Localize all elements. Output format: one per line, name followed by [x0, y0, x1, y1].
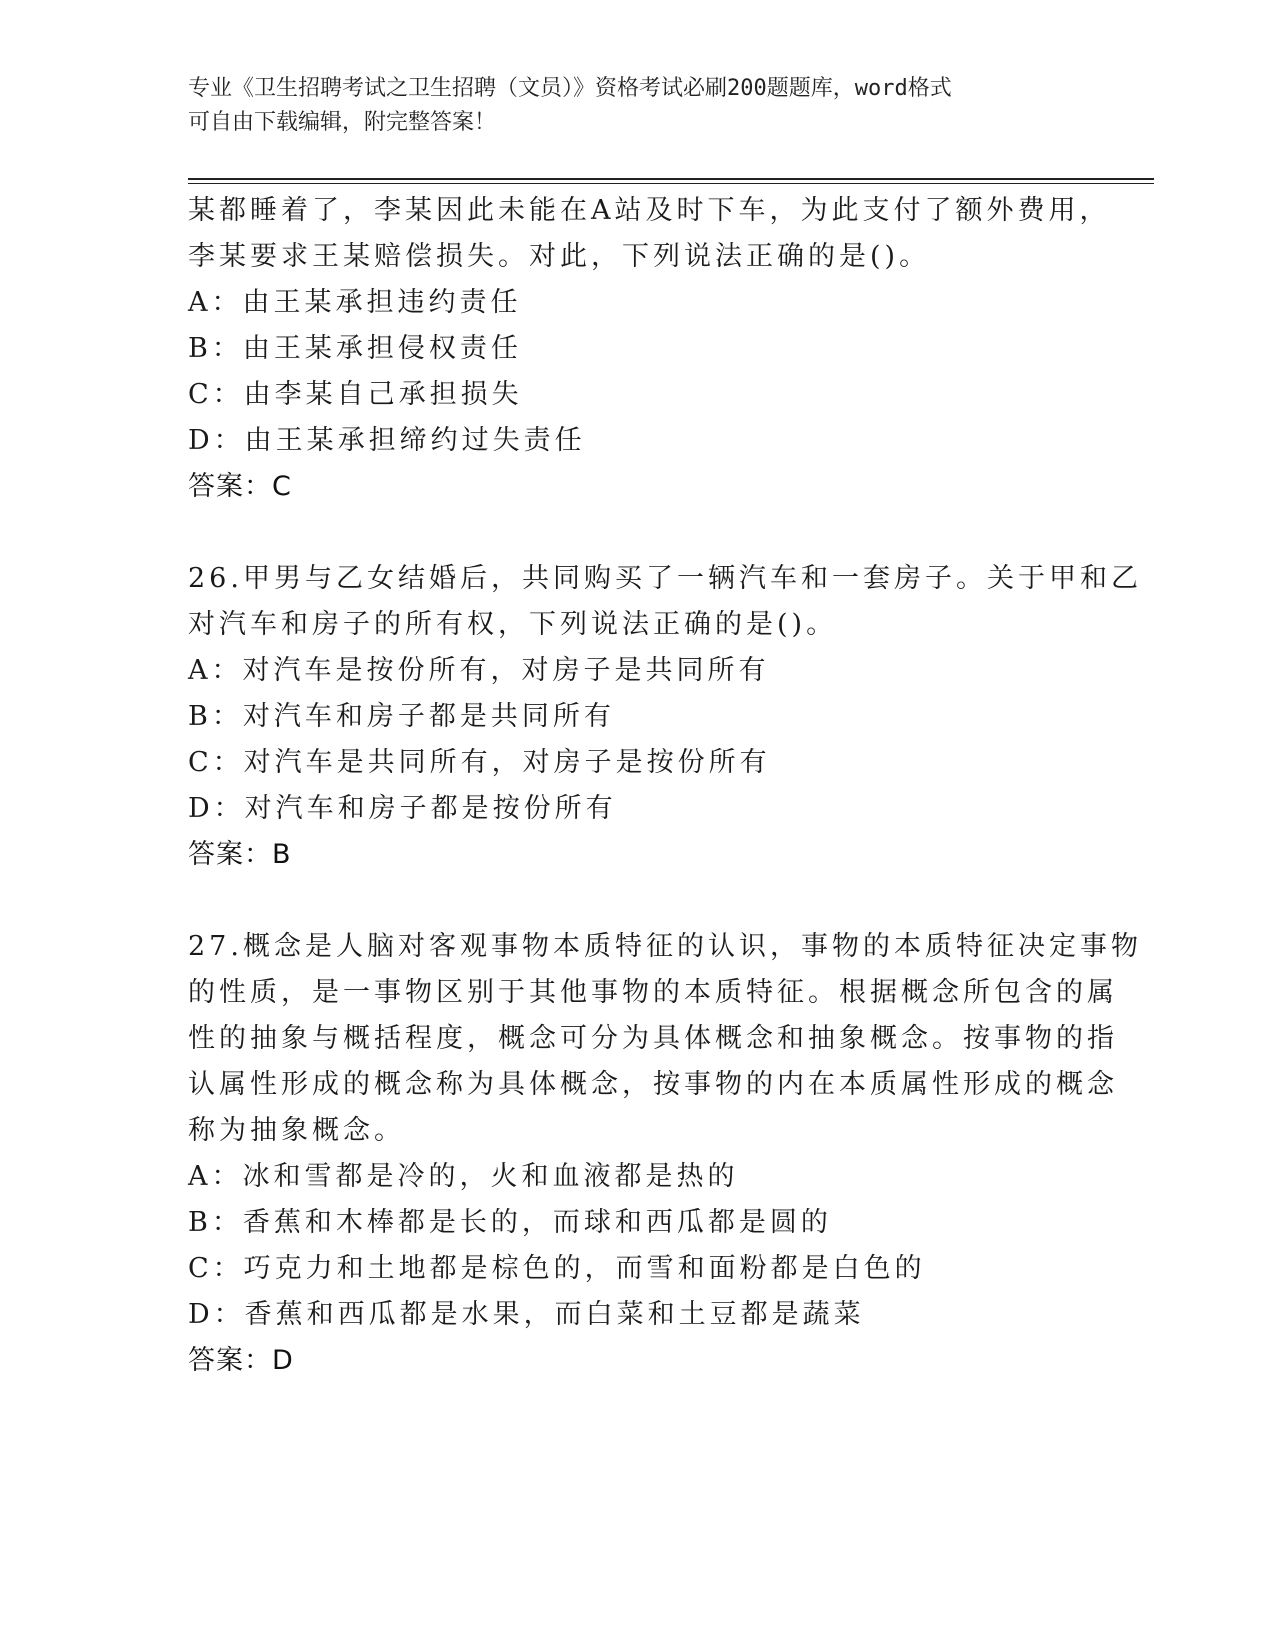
question-26	[188, 556, 1142, 878]
option-b: B：香蕉和木棒都是长的，而球和西瓜都是圆的	[188, 1207, 832, 1238]
header-divider-thin	[188, 183, 1154, 184]
answer-label: 答案：B	[188, 839, 292, 870]
header-divider-thick	[188, 178, 1154, 180]
document-header	[188, 72, 1088, 140]
option-d: D：香蕉和西瓜都是水果，而白菜和土豆都是蔬菜	[188, 1299, 865, 1330]
option-d: D：由王某承担缔约过失责任	[188, 425, 586, 456]
option-c: C：巧克力和土地都是棕色的，而雪和面粉都是白色的	[188, 1253, 926, 1284]
answer-label: 答案：C	[188, 471, 292, 502]
question-stem-line: 的性质，是一事物区别于其他事物的本质特征。根据概念所包含的属	[188, 977, 1118, 1008]
question-stem-line: 某都睡着了，李某因此未能在A站及时下车，为此支付了额外费用，	[188, 195, 1111, 226]
option-c: C：由李某自己承担损失	[188, 379, 523, 410]
option-b: B：对汽车和房子都是共同所有	[188, 701, 615, 732]
question-spacer	[188, 878, 1088, 924]
option-c: C：对汽车是共同所有，对房子是按份所有	[188, 747, 771, 778]
option-d: D：对汽车和房子都是按份所有	[188, 793, 617, 824]
question-25-continuation	[188, 188, 1111, 510]
answer-label: 答案：D	[188, 1345, 294, 1376]
header-line-2: 可自由下载编辑，附完整答案！	[188, 110, 497, 135]
option-a: A：由王某承担违约责任	[188, 287, 522, 318]
question-stem-line: 26.甲男与乙女结婚后，共同购买了一辆汽车和一套房子。关于甲和乙	[188, 563, 1142, 594]
option-b: B：由王某承担侵权责任	[188, 333, 522, 364]
header-line-1: 专业《卫生招聘考试之卫生招聘（文员）》资格考试必刷200题题库，word格式	[188, 76, 952, 101]
question-stem-line: 对汽车和房子的所有权，下列说法正确的是()。	[188, 609, 838, 640]
question-spacer	[188, 510, 1088, 556]
question-stem-line: 27.概念是人脑对客观事物本质特征的认识，事物的本质特征决定事物	[188, 931, 1142, 962]
option-a: A：对汽车是按份所有，对房子是共同所有	[188, 655, 770, 686]
question-stem-line: 称为抽象概念。	[188, 1115, 405, 1146]
question-stem-line: 性的抽象与概括程度，概念可分为具体概念和抽象概念。按事物的指	[188, 1023, 1118, 1054]
question-stem-line: 李某要求王某赔偿损失。对此，下列说法正确的是()。	[188, 241, 931, 272]
question-27	[188, 924, 1142, 1384]
option-a: A：冰和雪都是冷的，火和血液都是热的	[188, 1161, 739, 1192]
question-stem-line: 认属性形成的概念称为具体概念，按事物的内在本质属性形成的概念	[188, 1069, 1118, 1100]
document-body	[188, 188, 1142, 1384]
